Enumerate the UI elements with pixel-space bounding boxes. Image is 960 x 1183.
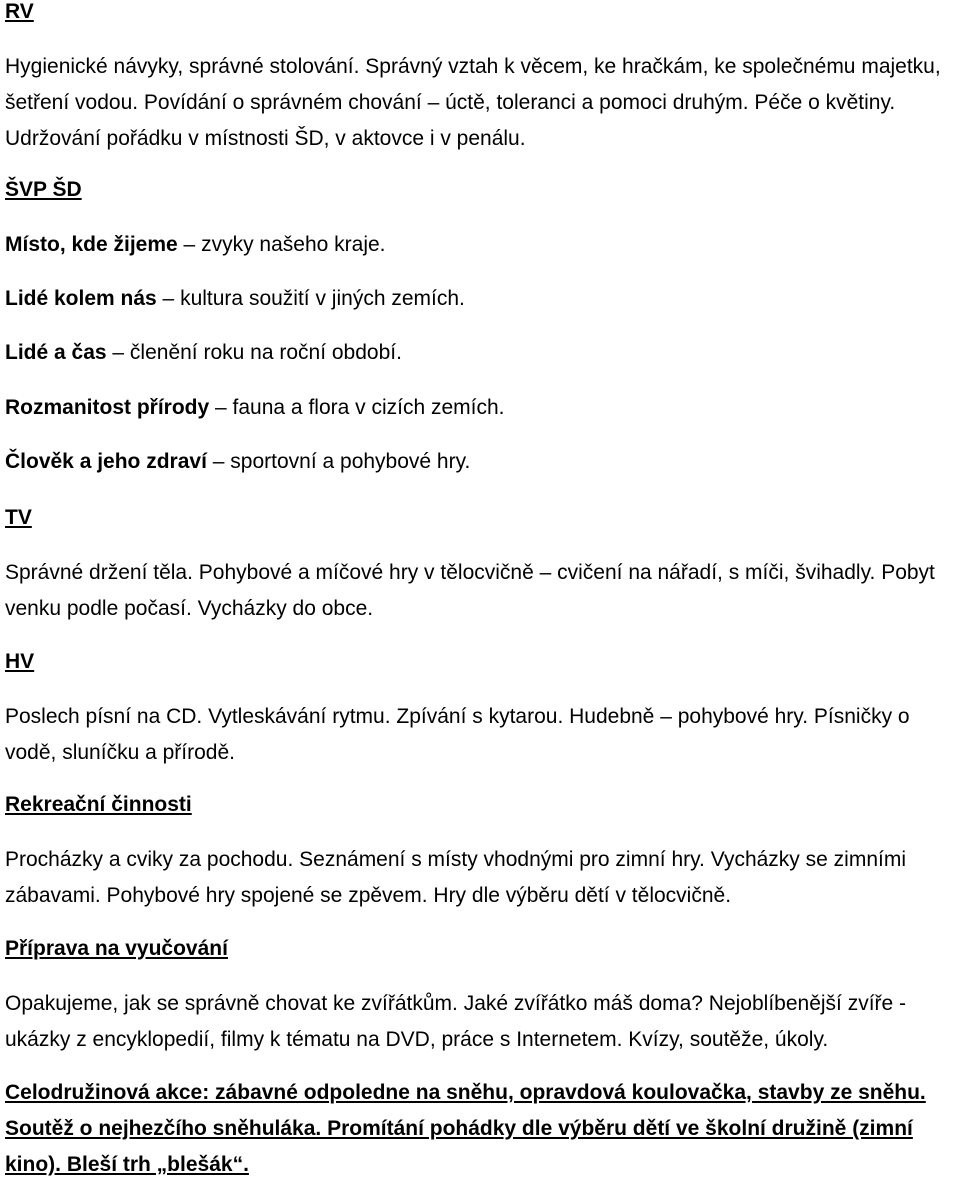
svp-item-text: členění roku na roční období. (129, 341, 402, 364)
hv-heading: HV (5, 650, 35, 673)
priprava-heading: Příprava na vyučování (5, 937, 228, 960)
hv-paragraph: Poslech písní na CD. Vytleskávání rytmu. Zpívání s kytarou. Hudebně – pohybové hry. Písničky o vodě, sluníčku a přírodě. (5, 705, 910, 764)
svp-item (5, 335, 402, 371)
svp-item-text: zvyky našeho kraje. (201, 233, 386, 256)
svp-item (5, 281, 465, 317)
svp-item (5, 444, 470, 480)
celodruzinova-akce: Celodružinová akce: zábavné odpoledne na sněhu, opravdová koulovačka, stavby ze sněhu. Soutěž o nejhezčího sněhuláka. Promítání pohádky dle výběru dětí ve školní družině (zimní kino). Bleší trh „blešák“. (5, 1081, 926, 1176)
rv-paragraph: Hygienické návyky, správné stolování. Správný vztah k věcem, ke hračkám, ke společnému majetku, šetření vodou. Povídání o správném chování – úctě, toleranci a pomoci druhým. Péče o květiny. Udržování pořádku v místnosti ŠD, v aktovce i v penálu. (5, 55, 941, 150)
svp-item-dash: – (206, 450, 231, 473)
tv-heading: TV (5, 506, 32, 529)
svp-item-title: Místo, kde žijeme (5, 233, 178, 256)
svp-item (5, 227, 386, 263)
svp-item (5, 390, 505, 426)
svp-item-title: Lidé a čas (5, 341, 107, 364)
rekreacni-paragraph: Procházky a cviky za pochodu. Seznámení s místy vhodnými pro zimní hry. Vycházky se zimními zábavami. Pohybové hry spojené se zpěvem. Hry dle výběru dětí v tělocvičně. (5, 848, 906, 907)
svp-item-dash: – (106, 341, 130, 364)
tv-paragraph: Správné držení těla. Pohybové a míčové hry v tělocvičně – cvičení na nářadí, s míči, švihadly. Pobyt venku podle počasí. Vycházky do obce. (5, 561, 935, 620)
svp-item-dash: – (177, 233, 202, 256)
svp-item-text: fauna a flora v cizích zemích. (232, 396, 505, 419)
svp-item-text: kultura soužití v jiných zemích. (180, 287, 465, 310)
svp-heading: ŠVP ŠD (5, 178, 82, 201)
svp-item-dash: – (209, 396, 233, 419)
rv-heading: RV (5, 0, 34, 23)
svp-item-title: Člověk a jeho zdraví (5, 450, 207, 473)
rekreacni-heading: Rekreační činnosti (5, 793, 192, 816)
svp-item-title: Lidé kolem nás (5, 287, 157, 310)
svp-item-text: sportovní a pohybové hry. (230, 450, 471, 473)
svp-item-dash: – (156, 287, 181, 310)
svp-item-title: Rozmanitost přírody (5, 396, 210, 419)
priprava-paragraph: Opakujeme, jak se správně chovat ke zvířátkům. Jaké zvířátko máš doma? Nejoblíbenější zvíře - ukázky z encyklopedií, filmy k tématu na DVD, práce s Internetem. Kvízy, soutěže, úkoly. (5, 992, 907, 1051)
